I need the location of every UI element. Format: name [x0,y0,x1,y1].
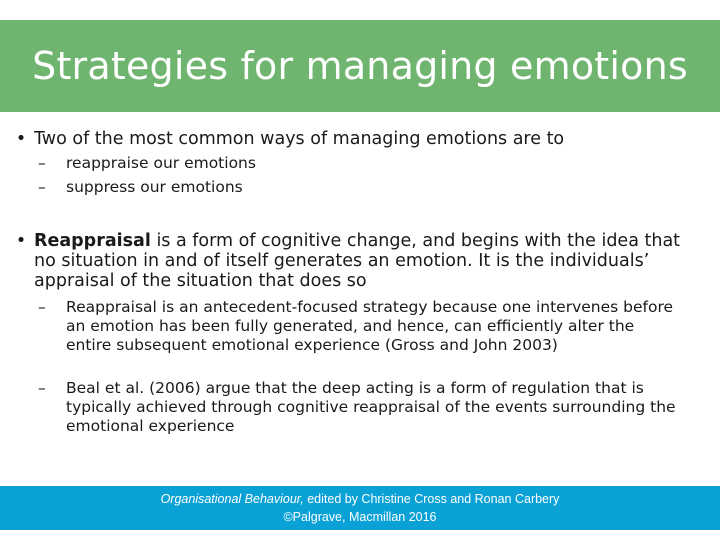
bold-term: Reappraisal [34,231,151,251]
page-title: Strategies for managing emotions [32,44,688,88]
bullet-item-1 [8,129,688,149]
dash-mark: – [38,178,46,196]
bullet-mark: • [15,231,27,251]
bullet-mark: • [15,129,27,149]
footer-bar [0,486,720,530]
bullet-item-2 [8,231,688,291]
dash-mark: – [38,298,46,316]
dash-mark: – [38,154,46,172]
sub-bullet-text: Reappraisal is an antecedent-focused strategy because one intervenes before an emotion has been fully generated, and hence, can efficiently alter the entire subsequent emotional experience (Gross and John 2003) [66,298,674,354]
bullet-text [34,231,688,291]
title-bar [0,20,720,112]
bullet-body: is a form of cognitive change, and begins with the idea that no situation in and of itself generates an emotion. It is the individuals’ appraisal of the situation that does so [34,231,681,291]
copyright-text: ©Palgrave, Macmillan 2016 [283,510,437,524]
editors-text: edited by Christine Cross and Ronan Carbery [303,492,560,506]
dash-mark: – [38,379,46,397]
book-title: Organisational Behaviour, [160,492,304,506]
sub-bullet-text: suppress our emotions [66,178,243,196]
footer-citation [161,490,560,508]
sub-bullet-item [38,178,678,197]
sub-bullet-item [38,298,678,355]
sub-bullet-item [38,154,678,173]
sub-bullet-text: reappraise our emotions [66,154,256,172]
bullet-text: Two of the most common ways of managing emotions are to [34,129,565,149]
sub-bullet-text: Beal et al. (2006) argue that the deep acting is a form of regulation that is typically achieved through cognitive reappraisal of the events surrounding the emotional experience [66,379,676,435]
sub-bullet-item [38,379,678,436]
